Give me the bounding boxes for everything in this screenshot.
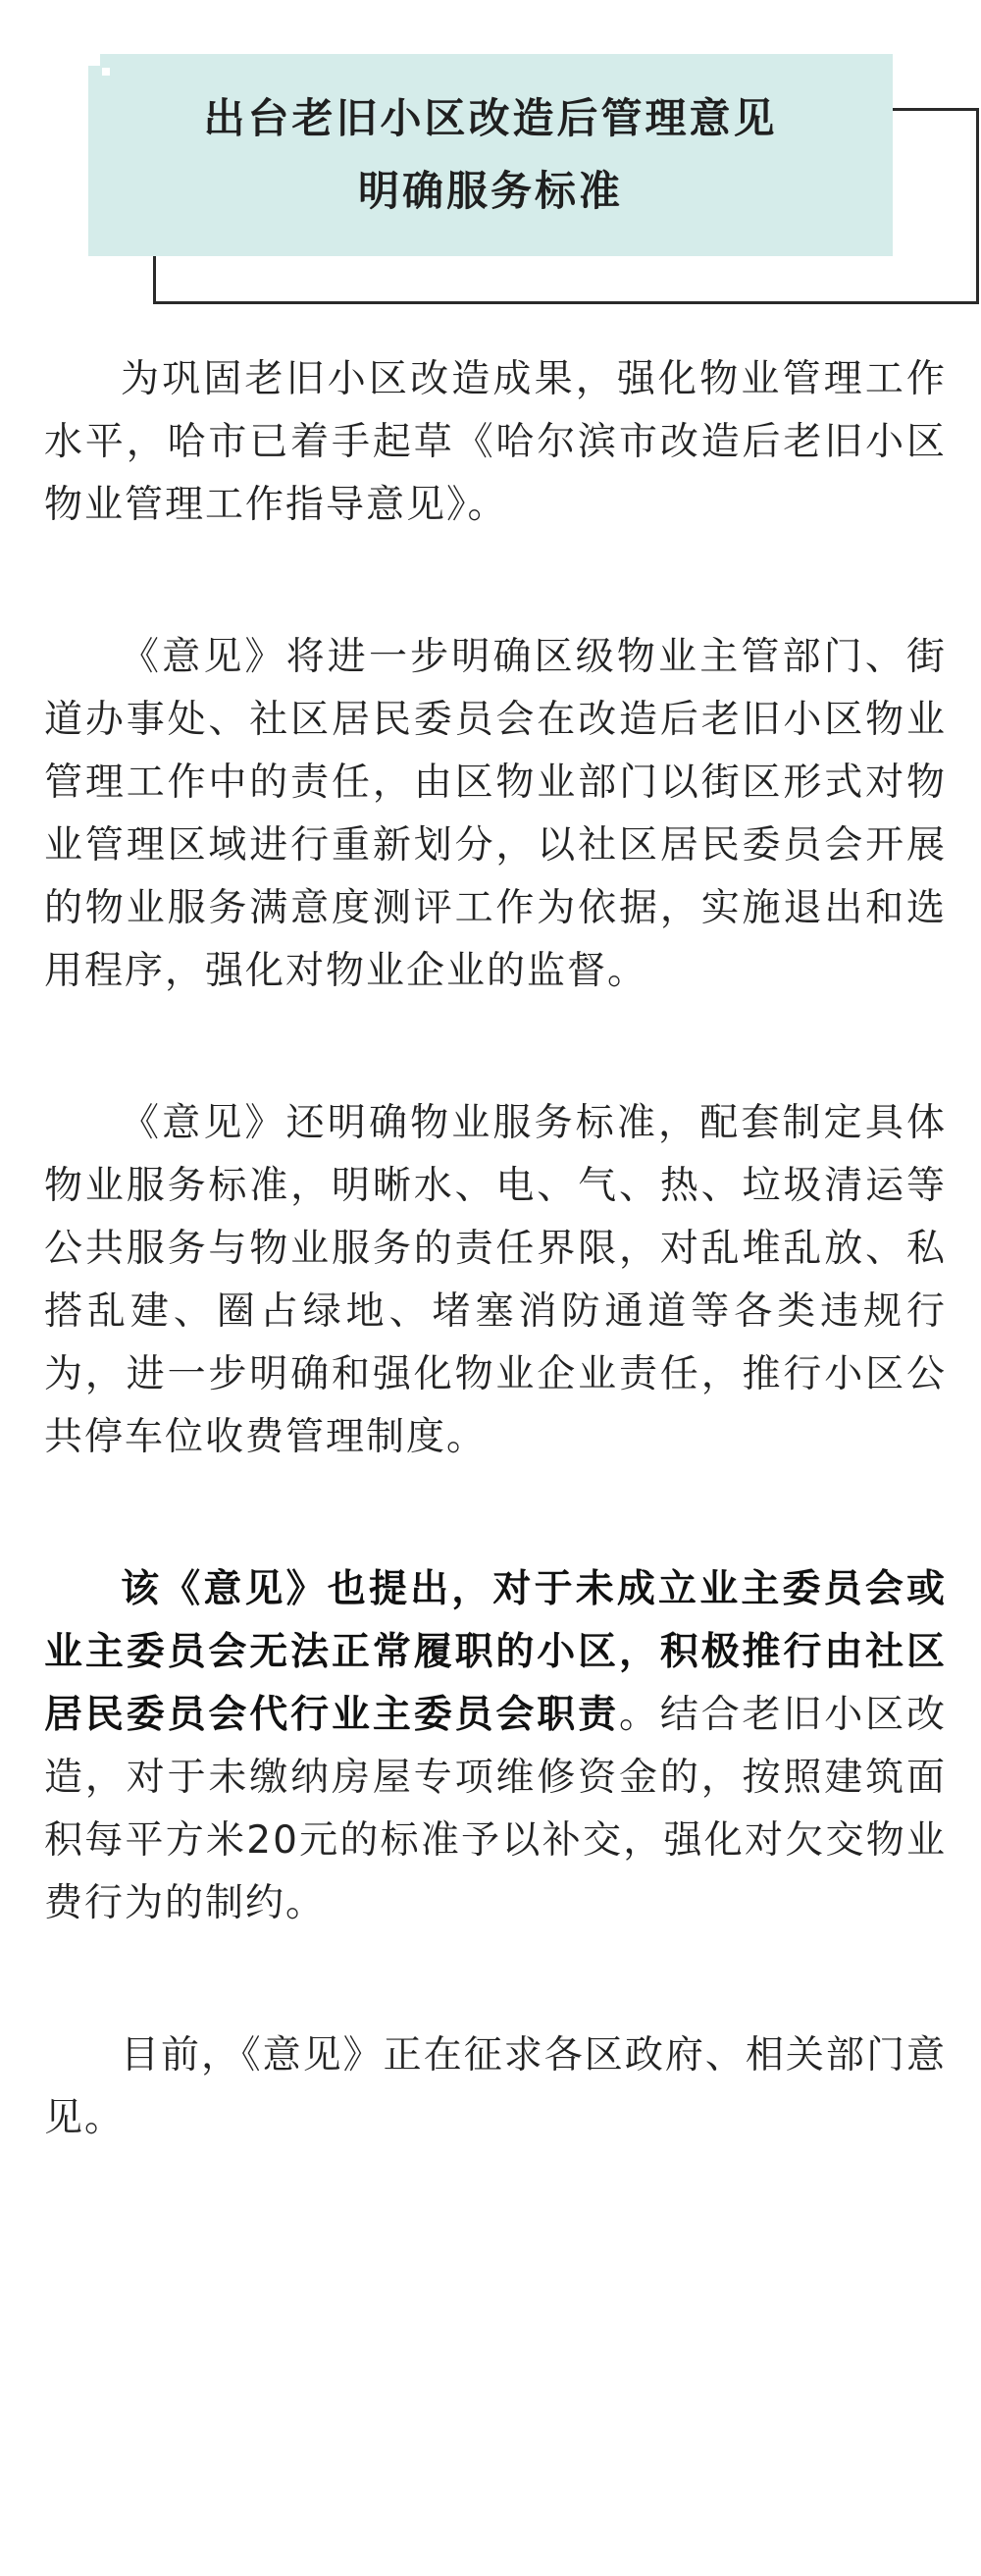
title-card (88, 54, 893, 260)
paragraph-4 (44, 1558, 947, 1935)
headline-line-2: 明确服务标准 (357, 167, 623, 215)
article-body (44, 348, 947, 2239)
paragraph-2: 《意见》将进一步明确区级物业主管部门、街道办事处、社区居民委员会在改造后老旧小区物业管理工作中的责任，由区物业部门以街区形式对物业管理区域进行重新划分，以社区居民委员会开展的物业服务满意度测评工作为依据，实施退出和选用程序，强化对物业企业的监督。 (44, 635, 947, 993)
corner-square-small (102, 68, 110, 76)
title-card-box (88, 54, 893, 256)
paragraph-4-rest: 。结合老旧小区改造，对于未缴纳房屋专项维修资金的，按照建筑面积每平方米20元的标准予以补交，强化对欠交物业费行为的制约。 (44, 1693, 947, 1925)
corner-decoration (88, 54, 118, 83)
corner-square-large (88, 54, 100, 66)
paragraph-5: 目前，《意见》正在征求各区政府、相关部门意见。 (44, 2033, 947, 2140)
paragraph-4-bold: 该《意见》也提出，对于未成立业主委员会或业主委员会无法正常履职的小区，积极推行由社区居民委员会代行业主委员会职责 (44, 1567, 947, 1737)
headline-line-1: 出台老旧小区改造后管理意见 (203, 94, 778, 142)
paragraph-1: 为巩固老旧小区改造成果，强化物业管理工作水平，哈市已着手起草《哈尔滨市改造后老旧小区物业管理工作指导意见》。 (44, 357, 947, 527)
paragraph-3: 《意见》还明确物业服务标准，配套制定具体物业服务标准，明晰水、电、气、热、垃圾清运等公共服务与物业服务的责任界限，对乱堆乱放、私搭乱建、圈占绿地、堵塞消防通道等各类违规行为，进一步明确和强化物业企业责任，推行小区公共停车位收费管理制度。 (44, 1101, 947, 1459)
